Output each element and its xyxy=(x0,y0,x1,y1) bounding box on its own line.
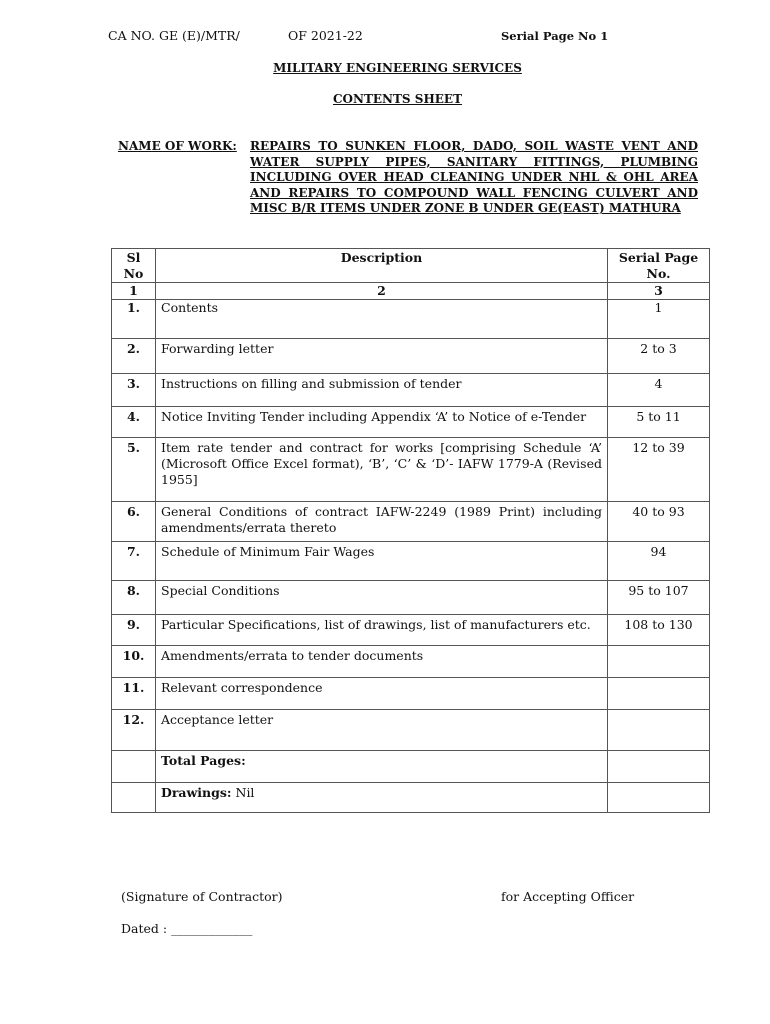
table-row xyxy=(112,646,710,678)
drawings-label: Drawings: xyxy=(161,785,232,800)
dated-line xyxy=(121,921,252,936)
table-row xyxy=(112,374,710,407)
row-sl: 12. xyxy=(112,710,156,751)
table-row xyxy=(112,542,710,581)
row-page: 94 xyxy=(608,542,710,581)
row-sl: 11. xyxy=(112,678,156,710)
table-row xyxy=(112,407,710,438)
row-page: 2 to 3 xyxy=(608,339,710,374)
table-row xyxy=(112,339,710,374)
row-sl: 8. xyxy=(112,581,156,615)
row-description: Forwarding letter xyxy=(156,339,608,374)
header-sl-no: Sl No xyxy=(112,249,156,283)
row-sl: 6. xyxy=(112,502,156,542)
row-page: 40 to 93 xyxy=(608,502,710,542)
drawings-page-value xyxy=(608,783,710,813)
table-row xyxy=(112,581,710,615)
header-serial-page: Serial Page No. xyxy=(608,249,710,283)
row-page xyxy=(608,646,710,678)
row-description: Acceptance letter xyxy=(156,710,608,751)
row-description: Particular Specifications, list of drawings, list of manufacturers etc. xyxy=(156,615,608,646)
row-description: Amendments/errata to tender documents xyxy=(156,646,608,678)
row-sl: 7. xyxy=(112,542,156,581)
empty-cell xyxy=(112,783,156,813)
row-description: Instructions on filling and submission of tender xyxy=(156,374,608,407)
col-number: 3 xyxy=(608,283,710,300)
empty-cell xyxy=(112,751,156,783)
col-number: 1 xyxy=(112,283,156,300)
name-of-work-label: NAME OF WORK: xyxy=(118,139,237,153)
dated-label: Dated : xyxy=(121,921,168,936)
row-description: Special Conditions xyxy=(156,581,608,615)
table-row xyxy=(112,615,710,646)
contractor-signature: (Signature of Contractor) xyxy=(121,889,283,904)
table-row xyxy=(112,502,710,542)
row-description: Contents xyxy=(156,300,608,339)
total-pages-label: Total Pages: xyxy=(156,751,608,783)
dated-blank: _____________ xyxy=(171,921,253,936)
row-page xyxy=(608,678,710,710)
table-row xyxy=(112,678,710,710)
ca-number: CA NO. GE (E)/MTR/ xyxy=(108,28,240,43)
document-subtitle: CONTENTS SHEET xyxy=(332,92,463,106)
column-number-row xyxy=(112,283,710,300)
row-sl: 5. xyxy=(112,438,156,502)
total-pages-value xyxy=(608,751,710,783)
row-page: 12 to 39 xyxy=(608,438,710,502)
drawings-cell xyxy=(156,783,608,813)
header-description: Description xyxy=(156,249,608,283)
document-title: MILITARY ENGINEERING SERVICES xyxy=(273,61,522,75)
row-sl: 10. xyxy=(112,646,156,678)
row-sl: 3. xyxy=(112,374,156,407)
drawings-value: Nil xyxy=(235,785,255,800)
row-description: General Conditions of contract IAFW-2249 (1989 Print) including amendments/errata thereto xyxy=(156,502,608,542)
row-sl: 1. xyxy=(112,300,156,339)
row-description: Schedule of Minimum Fair Wages xyxy=(156,542,608,581)
row-description: Item rate tender and contract for works [comprising Schedule ‘A’ (Microsoft Office Excel format), ‘B’, ‘C’ & ‘D’- IAFW 1779-A (Revised 1955] xyxy=(156,438,608,502)
table-row xyxy=(112,300,710,339)
serial-page-number: Serial Page No 1 xyxy=(501,29,609,43)
row-description: Notice Inviting Tender including Appendix ‘A’ to Notice of e-Tender xyxy=(156,407,608,438)
financial-year: OF 2021-22 xyxy=(288,28,363,43)
row-page: 108 to 130 xyxy=(608,615,710,646)
row-page: 5 to 11 xyxy=(608,407,710,438)
row-sl: 2. xyxy=(112,339,156,374)
table-row xyxy=(112,710,710,751)
row-page: 1 xyxy=(608,300,710,339)
name-of-work-text: REPAIRS TO SUNKEN FLOOR, DADO, SOIL WASTE VENT AND WATER SUPPLY PIPES, SANITARY FITTINGS, PLUMBING INCLUDING OVER HEAD CLEANING UNDER NHL & OHL AREA AND REPAIRS TO COMPOUND WALL FENCING CULVERT AND MISC B/R ITEMS UNDER ZONE B UNDER GE(EAST) MATHURA xyxy=(250,139,698,215)
table-row xyxy=(112,438,710,502)
row-page: 95 to 107 xyxy=(608,581,710,615)
row-description: Relevant correspondence xyxy=(156,678,608,710)
total-pages-row xyxy=(112,751,710,783)
row-sl: 4. xyxy=(112,407,156,438)
contents-table xyxy=(111,248,710,813)
row-sl: 9. xyxy=(112,615,156,646)
row-page: 4 xyxy=(608,374,710,407)
row-page xyxy=(608,710,710,751)
table-header-row xyxy=(112,249,710,283)
col-number: 2 xyxy=(156,283,608,300)
accepting-officer: for Accepting Officer xyxy=(501,889,635,904)
drawings-row xyxy=(112,783,710,813)
